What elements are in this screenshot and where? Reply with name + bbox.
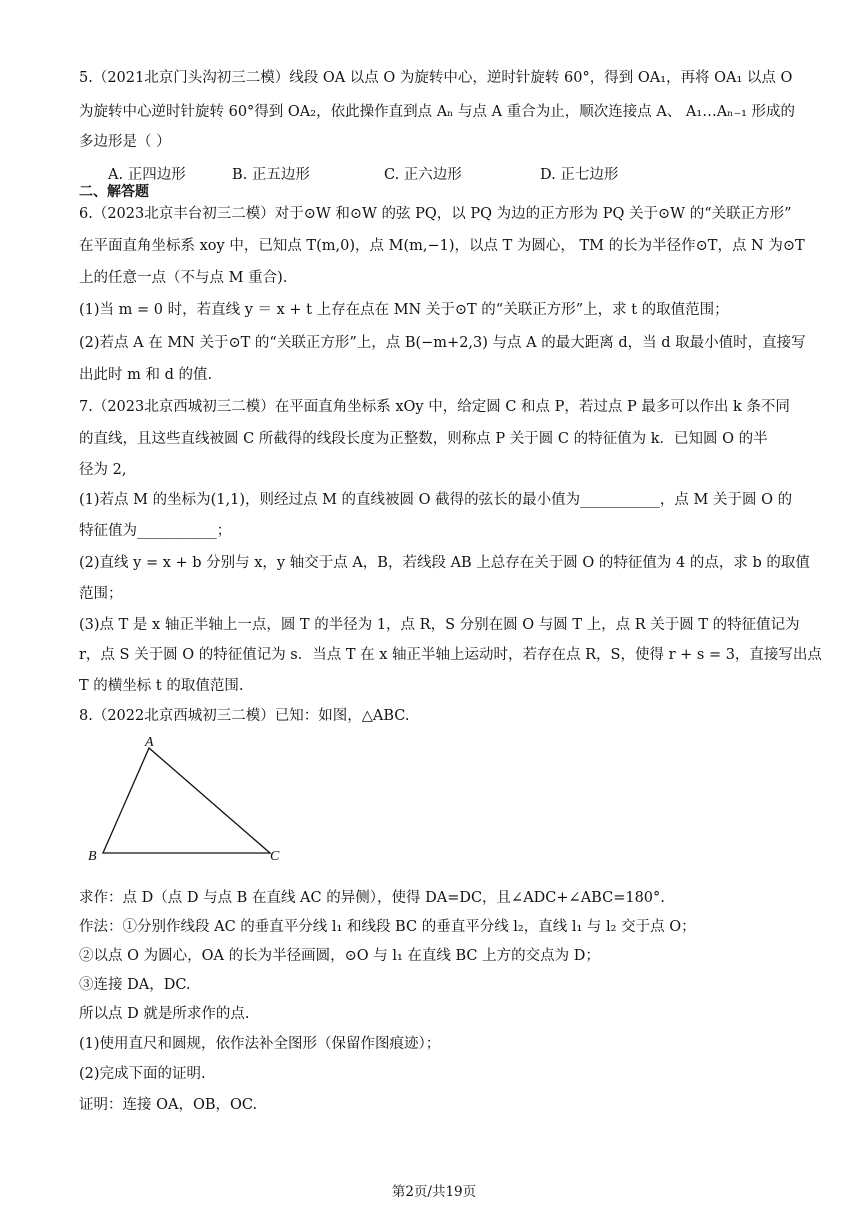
q7-part-2b: 范围； — [79, 586, 123, 602]
triangle-abc-figure — [80, 728, 300, 868]
q6-line-3: 上的任意一点（不与点 M 重合). — [79, 270, 288, 286]
q6-part-1: (1)当 m = 0 时，若直线 y ＝ x + t 上存在点在 MN 关于⊙T 的“关联正方形”上，求 t 的取值范围； — [79, 302, 729, 318]
q7-part-3c: T 的横坐标 t 的取值范围. — [79, 678, 244, 694]
page-number: 第2页/共19页 — [391, 1184, 477, 1200]
q8-method-3: ③连接 DA，DC. — [79, 977, 191, 993]
q7-line-2: 的直线，且这些直线被圆 C 所截得的线段长度为正整数，则称点 P 关于圆 C 的特征值为 k．已知圆 O 的半 — [79, 431, 768, 447]
q5-line-2: 为旋转中心逆时针旋转 60°得到 OA₂，依此操作直到点 Aₙ 与点 A 重合为止，顺次连接点 A、 A₁…Aₙ₋₁ 形成的 — [79, 104, 796, 120]
option-d: D. 正七边形 — [540, 167, 619, 183]
q5-options — [108, 163, 668, 183]
q7-line-3: 径为 2, — [79, 462, 127, 478]
q8-proof: 证明：连接 OA，OB，OC. — [79, 1097, 258, 1113]
q6-line-1: 6.（2023北京丰台初三二模）对于⊙W 和⊙W 的弦 PQ，以 PQ 为边的正方形为 PQ 关于⊙W 的“关联正方形” — [79, 206, 792, 222]
option-c: C. 正六边形 — [384, 167, 462, 183]
q7-line-1: 7.（2023北京西城初三二模）在平面直角坐标系 xOy 中，给定圆 C 和点 P，若过点 P 最多可以作出 k 条不同 — [79, 399, 790, 415]
q6-part-2b: 出此时 m 和 d 的值. — [79, 367, 213, 383]
q7-part-1a: (1)若点 M 的坐标为(1,1)，则经过点 M 的直线被圆 O 截得的弦长的最小值为___________，点 M 关于圆 O 的 — [79, 492, 793, 508]
q8-method-1: 作法：①分别作线段 AC 的垂直平分线 l₁ 和线段 BC 的垂直平分线 l₂，直线 l₁ 与 l₂ 交于点 O； — [79, 919, 696, 935]
q6-line-2: 在平面直角坐标系 xoy 中，已知点 T(m,0)，点 M(m,−1)，以点 T 为圆心， TM 的长为半径作⊙T，点 N 为⊙T — [79, 238, 805, 254]
q7-part-3a: (3)点 T 是 x 轴正半轴上一点，圆 T 的半径为 1，点 R，S 分别在圆 O 与圆 T 上，点 R 关于圆 T 的特征值记为 — [79, 617, 800, 633]
q8-task: 求作：点 D（点 D 与点 B 在直线 AC 的异侧），使得 DA=DC，且∠ADC+∠ABC=180°. — [79, 890, 665, 906]
triangle-abc — [103, 748, 270, 853]
vertex-b-label: B — [88, 849, 97, 864]
option-b: B. 正五边形 — [232, 167, 310, 183]
q5-line-1: 5.（2021北京门头沟初三二模）线段 OA 以点 O 为旋转中心，逆时针旋转 60°，得到 OA₁，再将 OA₁ 以点 O — [79, 70, 793, 86]
q6-part-2a: (2)若点 A 在 MN 关于⊙T 的“关联正方形”上，点 B(−m+2,3) 与点 A 的最大距离 d，当 d 取最小值时，直接写 — [79, 335, 806, 351]
q8-line-1: 8.（2022北京西城初三二模）已知：如图，△ABC. — [79, 708, 410, 724]
q8-part-2: (2)完成下面的证明. — [79, 1066, 206, 1082]
section-heading: 二、解答题 — [79, 184, 149, 200]
q5-line-3: 多边形是（ ） — [79, 134, 171, 150]
vertex-c-label: C — [270, 849, 280, 864]
q7-part-3b: r，点 S 关于圆 O 的特征值记为 s．当点 T 在 x 轴正半轴上运动时，若存在点 R，S，使得 r + s = 3，直接写出点 — [79, 647, 822, 663]
q8-part-1: (1)使用直尺和圆规，依作法补全图形（保留作图痕迹）； — [79, 1036, 441, 1052]
q7-part-2a: (2)直线 y = x + b 分别与 x，y 轴交于点 A，B，若线段 AB 上总存在关于圆 O 的特征值为 4 的点，求 b 的取值 — [79, 555, 810, 571]
vertex-a-label: A — [145, 735, 154, 750]
option-a: A. 正四边形 — [108, 167, 186, 183]
q8-method-2: ②以点 O 为圆心，OA 的长为半径画圆，⊙O 与 l₁ 在直线 BC 上方的交点为 D； — [79, 948, 600, 964]
q8-conclusion: 所以点 D 就是所求作的点. — [79, 1006, 250, 1022]
q7-part-1b: 特征值为___________； — [79, 523, 232, 539]
